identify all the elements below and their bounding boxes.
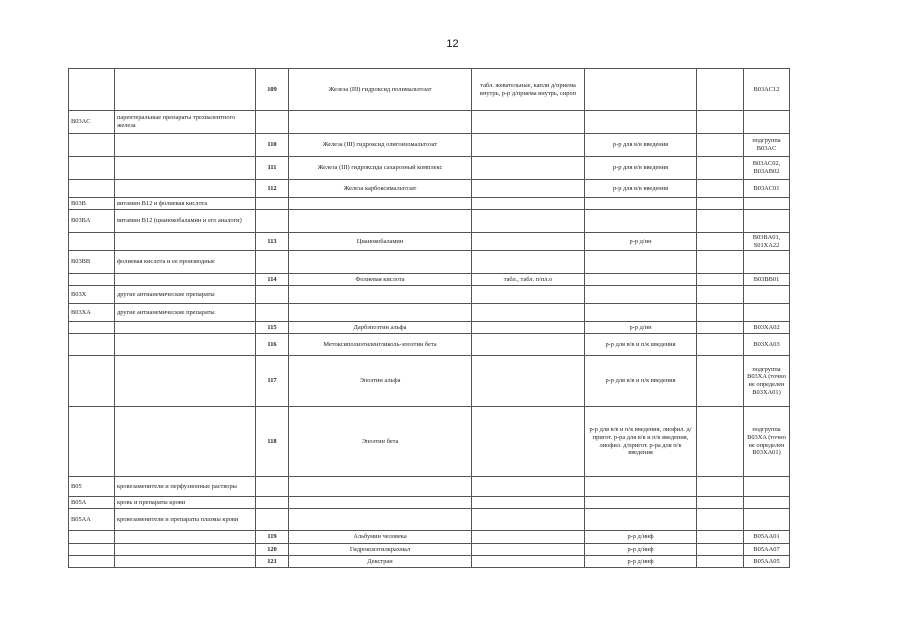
- drug-name-cell: Железа карбоксимальтозат: [289, 180, 472, 198]
- empty-cell: [697, 274, 744, 286]
- row-number-cell: [256, 509, 289, 531]
- group-name-cell: [115, 69, 256, 111]
- atc-code-cell: [69, 180, 115, 198]
- table-row: [69, 509, 790, 531]
- dosage-form-cell: [472, 322, 585, 334]
- row-number-cell: 117: [256, 356, 289, 407]
- empty-cell: [697, 286, 744, 304]
- table-row: [69, 233, 790, 251]
- dosage-form-injection-cell: [585, 111, 697, 134]
- dosage-form-injection-cell: [585, 304, 697, 322]
- atc-code-cell: B03B: [69, 198, 115, 210]
- atc-code-cell: [69, 531, 115, 544]
- drug-name-cell: [289, 477, 472, 497]
- drug-name-cell: [289, 111, 472, 134]
- atc-reference-cell: [744, 509, 790, 531]
- empty-cell: [697, 509, 744, 531]
- dosage-form-injection-cell: [585, 509, 697, 531]
- empty-cell: [697, 304, 744, 322]
- drug-name-cell: Железа (III) гидроксид олигоизомальтозат: [289, 134, 472, 157]
- dosage-form-injection-cell: р-р д/инф: [585, 531, 697, 544]
- table-row: [69, 304, 790, 322]
- group-name-cell: парентеральные препараты трехвалентного железа: [115, 111, 256, 134]
- dosage-form-injection-cell: [585, 210, 697, 233]
- dosage-form-cell: [472, 407, 585, 477]
- dosage-form-injection-cell: [585, 286, 697, 304]
- group-name-cell: [115, 322, 256, 334]
- atc-code-cell: [69, 407, 115, 477]
- atc-reference-cell: B05AA01: [744, 531, 790, 544]
- dosage-form-cell: [472, 111, 585, 134]
- group-name-cell: витамин B12 и фолиевая кислота: [115, 198, 256, 210]
- dosage-form-cell: [472, 334, 585, 356]
- atc-reference-cell: подгруппа B03AC: [744, 134, 790, 157]
- dosage-form-injection-cell: р-р для в/в и п/к введения, лиофил. д/пригот. р-ра для в/в и п/к введения, лиофил. д/пригот. р-ра для п/к введения: [585, 407, 697, 477]
- dosage-form-injection-cell: р-р для в/в введения: [585, 180, 697, 198]
- row-number-cell: 114: [256, 274, 289, 286]
- table-row: [69, 251, 790, 274]
- atc-code-cell: [69, 233, 115, 251]
- dosage-form-cell: табл. жевательные, капли д/приема внутрь, р-р д/приема внутрь, сироп: [472, 69, 585, 111]
- dosage-form-cell: [472, 304, 585, 322]
- atc-reference-cell: B03BA01, S01XA22: [744, 233, 790, 251]
- dosage-form-injection-cell: [585, 198, 697, 210]
- dosage-form-cell: [472, 509, 585, 531]
- atc-code-cell: [69, 69, 115, 111]
- atc-code-cell: [69, 322, 115, 334]
- atc-reference-cell: подгруппа B03XA (точно не определен B03XA01): [744, 356, 790, 407]
- atc-reference-cell: B03BB01: [744, 274, 790, 286]
- table-row: [69, 157, 790, 180]
- table-row: [69, 210, 790, 233]
- table-row: [69, 556, 790, 568]
- drug-name-cell: Фолиевая кислота: [289, 274, 472, 286]
- atc-code-cell: [69, 544, 115, 556]
- atc-reference-cell: [744, 497, 790, 509]
- empty-cell: [697, 251, 744, 274]
- table-row: [69, 274, 790, 286]
- atc-code-cell: [69, 157, 115, 180]
- atc-reference-cell: [744, 210, 790, 233]
- atc-reference-cell: B03XA03: [744, 334, 790, 356]
- atc-code-cell: B05: [69, 477, 115, 497]
- empty-cell: [697, 111, 744, 134]
- empty-cell: [697, 69, 744, 111]
- table-row: [69, 111, 790, 134]
- atc-code-cell: B03BA: [69, 210, 115, 233]
- atc-code-cell: [69, 556, 115, 568]
- dosage-form-cell: [472, 356, 585, 407]
- drug-name-cell: Гидроксиэтилкрахмал: [289, 544, 472, 556]
- drug-name-cell: Цианокобаламин: [289, 233, 472, 251]
- table-row: [69, 180, 790, 198]
- group-name-cell: кровь и препараты крови: [115, 497, 256, 509]
- atc-reference-cell: подгруппа B03XA (точно не определен B03XA01): [744, 407, 790, 477]
- drug-name-cell: Метоксиполиэтиленгликоль-эпоэтин бета: [289, 334, 472, 356]
- empty-cell: [697, 180, 744, 198]
- table-row: [69, 497, 790, 509]
- atc-reference-cell: B03AC12: [744, 69, 790, 111]
- row-number-cell: [256, 477, 289, 497]
- empty-cell: [697, 531, 744, 544]
- atc-reference-cell: B03AC01: [744, 180, 790, 198]
- group-name-cell: фолиевая кислота и ее производные: [115, 251, 256, 274]
- drug-name-cell: Железа (III) гидроксид полимальтозат: [289, 69, 472, 111]
- row-number-cell: [256, 198, 289, 210]
- drug-name-cell: Альбумин человека: [289, 531, 472, 544]
- drug-name-cell: [289, 497, 472, 509]
- atc-reference-cell: [744, 251, 790, 274]
- group-name-cell: [115, 334, 256, 356]
- drug-name-cell: Дарбэпоэтин альфа: [289, 322, 472, 334]
- empty-cell: [697, 134, 744, 157]
- atc-reference-cell: [744, 111, 790, 134]
- atc-reference-cell: B05AA07: [744, 544, 790, 556]
- dosage-form-cell: табл., табл. п/пл.о: [472, 274, 585, 286]
- dosage-form-cell: [472, 497, 585, 509]
- drug-name-cell: [289, 509, 472, 531]
- row-number-cell: [256, 210, 289, 233]
- row-number-cell: 112: [256, 180, 289, 198]
- drug-name-cell: Эпоэтин бета: [289, 407, 472, 477]
- row-number-cell: [256, 251, 289, 274]
- table-row: [69, 286, 790, 304]
- dosage-form-injection-cell: [585, 274, 697, 286]
- dosage-form-injection-cell: р-р д/инф: [585, 556, 697, 568]
- dosage-form-cell: [472, 477, 585, 497]
- dosage-form-cell: [472, 544, 585, 556]
- row-number-cell: 115: [256, 322, 289, 334]
- table-row: [69, 356, 790, 407]
- row-number-cell: 120: [256, 544, 289, 556]
- atc-code-cell: B03X: [69, 286, 115, 304]
- atc-code-cell: B05A: [69, 497, 115, 509]
- drug-name-cell: [289, 304, 472, 322]
- dosage-form-injection-cell: р-р д/ин: [585, 233, 697, 251]
- dosage-form-cell: [472, 286, 585, 304]
- atc-code-cell: [69, 134, 115, 157]
- atc-reference-cell: [744, 304, 790, 322]
- drug-name-cell: [289, 198, 472, 210]
- table-row: [69, 334, 790, 356]
- atc-code-cell: B03AC: [69, 111, 115, 134]
- dosage-form-cell: [472, 198, 585, 210]
- page-number: 12: [446, 38, 459, 50]
- row-number-cell: 111: [256, 157, 289, 180]
- group-name-cell: [115, 157, 256, 180]
- empty-cell: [697, 556, 744, 568]
- dosage-form-injection-cell: [585, 477, 697, 497]
- atc-reference-cell: B05AA05: [744, 556, 790, 568]
- dosage-form-cell: [472, 531, 585, 544]
- dosage-form-injection-cell: р-р для в/в введения: [585, 157, 697, 180]
- group-name-cell: витамин B12 (цианокобаламин и его аналоги): [115, 210, 256, 233]
- group-name-cell: другие антианемические препараты: [115, 304, 256, 322]
- empty-cell: [697, 356, 744, 407]
- row-number-cell: [256, 111, 289, 134]
- group-name-cell: кровезаменители и препараты плазмы крови: [115, 509, 256, 531]
- dosage-form-cell: [472, 134, 585, 157]
- atc-reference-cell: [744, 286, 790, 304]
- table-row: [69, 322, 790, 334]
- group-name-cell: [115, 180, 256, 198]
- row-number-cell: 116: [256, 334, 289, 356]
- empty-cell: [697, 544, 744, 556]
- dosage-form-injection-cell: [585, 69, 697, 111]
- empty-cell: [697, 322, 744, 334]
- group-name-cell: [115, 274, 256, 286]
- dosage-form-injection-cell: р-р для в/в и п/к введения: [585, 356, 697, 407]
- empty-cell: [697, 477, 744, 497]
- drug-name-cell: [289, 286, 472, 304]
- group-name-cell: кровезаменители и перфузионные растворы: [115, 477, 256, 497]
- atc-reference-cell: [744, 198, 790, 210]
- drug-name-cell: [289, 210, 472, 233]
- empty-cell: [697, 233, 744, 251]
- table-row: [69, 544, 790, 556]
- group-name-cell: [115, 531, 256, 544]
- dosage-form-injection-cell: р-р д/ин: [585, 322, 697, 334]
- table-row: [69, 134, 790, 157]
- dosage-form-injection-cell: р-р д/инф: [585, 544, 697, 556]
- empty-cell: [697, 334, 744, 356]
- row-number-cell: [256, 286, 289, 304]
- group-name-cell: [115, 356, 256, 407]
- table-row: [69, 198, 790, 210]
- dosage-form-cell: [472, 251, 585, 274]
- drug-list-table: [68, 68, 790, 568]
- group-name-cell: другие антианемические препараты: [115, 286, 256, 304]
- empty-cell: [697, 407, 744, 477]
- dosage-form-injection-cell: [585, 497, 697, 509]
- atc-code-cell: B03BB: [69, 251, 115, 274]
- row-number-cell: [256, 497, 289, 509]
- row-number-cell: [256, 304, 289, 322]
- table-row: [69, 531, 790, 544]
- row-number-cell: 119: [256, 531, 289, 544]
- row-number-cell: 110: [256, 134, 289, 157]
- dosage-form-cell: [472, 157, 585, 180]
- atc-code-cell: [69, 356, 115, 407]
- empty-cell: [697, 157, 744, 180]
- group-name-cell: [115, 544, 256, 556]
- empty-cell: [697, 198, 744, 210]
- drug-name-cell: Эпоэтин альфа: [289, 356, 472, 407]
- row-number-cell: 118: [256, 407, 289, 477]
- dosage-form-injection-cell: [585, 251, 697, 274]
- drug-name-cell: Железа (III) гидроксида сахарозный комплекс: [289, 157, 472, 180]
- atc-reference-cell: B03XA02: [744, 322, 790, 334]
- atc-code-cell: [69, 274, 115, 286]
- table-row: [69, 69, 790, 111]
- drug-name-cell: Декстран: [289, 556, 472, 568]
- atc-code-cell: B03XA: [69, 304, 115, 322]
- group-name-cell: [115, 556, 256, 568]
- atc-code-cell: B05AA: [69, 509, 115, 531]
- row-number-cell: 121: [256, 556, 289, 568]
- group-name-cell: [115, 233, 256, 251]
- dosage-form-cell: [472, 210, 585, 233]
- row-number-cell: 109: [256, 69, 289, 111]
- atc-reference-cell: [744, 477, 790, 497]
- empty-cell: [697, 210, 744, 233]
- dosage-form-cell: [472, 233, 585, 251]
- atc-code-cell: [69, 334, 115, 356]
- atc-reference-cell: B03AC02, B03AB02: [744, 157, 790, 180]
- dosage-form-injection-cell: р-р для в/в введения: [585, 134, 697, 157]
- row-number-cell: 113: [256, 233, 289, 251]
- group-name-cell: [115, 134, 256, 157]
- dosage-form-cell: [472, 556, 585, 568]
- empty-cell: [697, 497, 744, 509]
- dosage-form-cell: [472, 180, 585, 198]
- table-row: [69, 407, 790, 477]
- table-row: [69, 477, 790, 497]
- dosage-form-injection-cell: р-р для в/в и п/к введения: [585, 334, 697, 356]
- group-name-cell: [115, 407, 256, 477]
- drug-name-cell: [289, 251, 472, 274]
